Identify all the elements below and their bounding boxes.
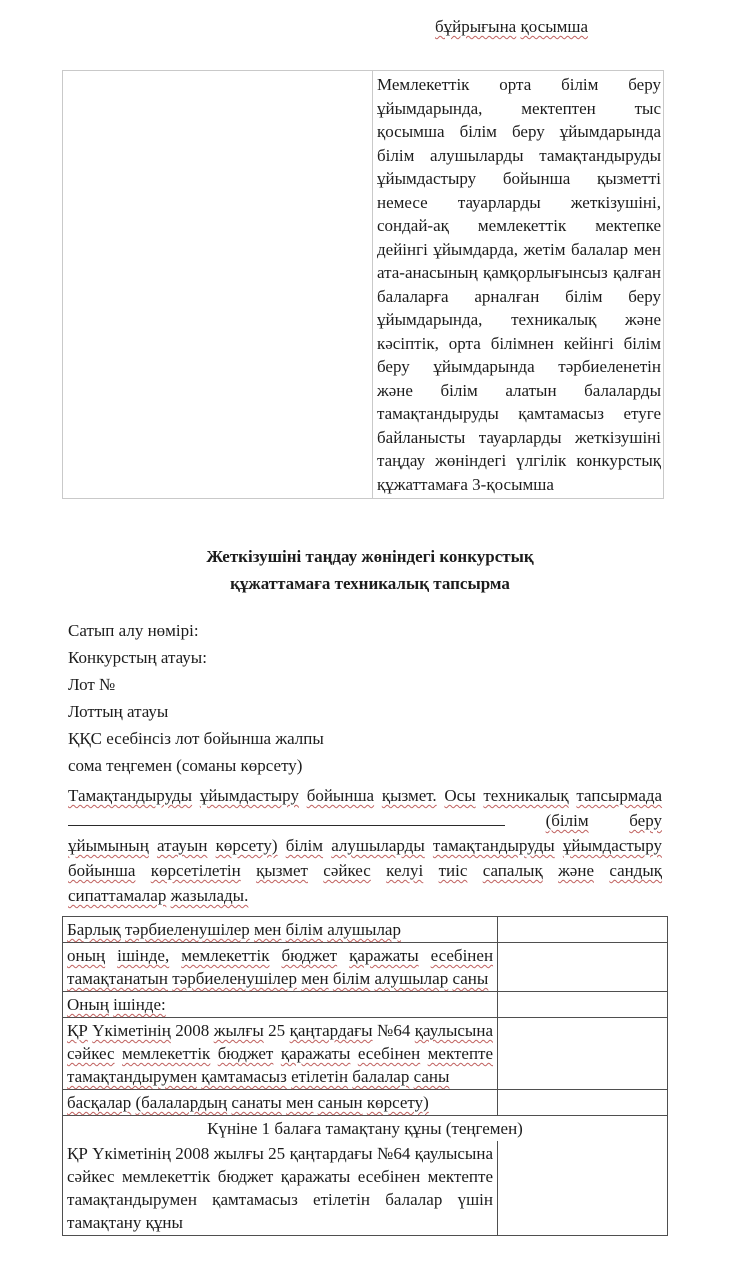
document-title (0, 543, 740, 597)
intro-paragraph-part2: (білім беру ұйымының атауын көрсету) білім алушыларды тамақтандыруды ұйымдастыру бойынша көрсетілетін қызмет сәйкес келуі тиіс сапалық және сандық сипаттамалар жазылады. (68, 811, 663, 905)
document-title-line-1: Жеткізушіні таңдау жөніндегі конкурстық (206, 547, 534, 566)
spec-value-cell (498, 1018, 668, 1090)
spec-value-cell (498, 1141, 668, 1236)
specification-table (62, 916, 668, 1236)
info-line-purchase-number: Сатып алу нөмірі: (68, 621, 199, 640)
table-row (63, 71, 664, 499)
spec-label-cell: Оның ішінде: (63, 992, 498, 1018)
table-row (63, 992, 668, 1018)
table-row-merged-header (63, 1116, 668, 1142)
info-line-tender-name: Конкурстың атауы: (68, 648, 207, 667)
info-line-lot-name: Лоттың атауы (68, 702, 169, 721)
appendix-reference-table (62, 70, 664, 499)
order-appendix-note: бұйрығына қосымша (435, 17, 589, 36)
table-row (63, 1141, 668, 1236)
spec-value-cell (498, 943, 668, 992)
daily-cost-header-cell: Күніне 1 балаға тамақтану құны (теңгемен) (63, 1116, 668, 1142)
spec-value-cell (498, 992, 668, 1018)
procurement-info-block (68, 617, 740, 779)
spec-label-cell: басқалар (балалардың санаты мен санын көрсету) (63, 1090, 498, 1116)
intro-paragraph (68, 783, 662, 908)
fill-in-blank (68, 812, 505, 826)
document-title-line-2: құжаттамаға техникалық тапсырма (230, 574, 510, 593)
appendix-reference-text: Мемлекеттік орта білім беру ұйымдарында, мектептен тыс қосымша білім беру ұйымдарында білім алушыларды тамақтандыруды ұйымдастыру бойынша қызметті немесе тауарларды жеткізушіні, сондай-ақ мемлекеттік мектепке дейінгі ұйымдарда, жетім балалар мен ата-анасының қамқорлығынсыз қалған балаларға арналған білім беру ұйымдарында, техникалық және кәсіптік, орта білімнен кейінгі білім беру ұйымдарында тәрбиеленетін және білім алатын балаларды тамақтандыруды қамтамасыз етуге байланысты тауарларды жеткізушіні таңдау жөніндегі үлгілік конкурстық құжаттамаға 3-қосымша (373, 71, 664, 499)
info-line-lot-number: Лот № (68, 675, 116, 694)
table-row (63, 1090, 668, 1116)
spec-label-cell: ҚР Үкіметінің 2008 жылғы 25 қаңтардағы №64 қаулысына сәйкес мемлекеттік бюджет қаражаты есебінен мектепте тамақтандырумен қамтамасыз етілетін балалар үшін тамақтану құны (63, 1141, 498, 1236)
table-row (63, 917, 668, 943)
intro-paragraph-part1: Тамақтандыруды ұйымдастыру бойынша қызмет. Осы техникалық тапсырмада (68, 786, 663, 805)
info-line-total-sum-2: сома теңгемен (соманы көрсету) (68, 756, 303, 775)
appendix-left-empty-cell (63, 71, 373, 499)
table-row (63, 943, 668, 992)
spec-value-cell (498, 917, 668, 943)
table-row (63, 1018, 668, 1090)
spec-label-cell: оның ішінде, мемлекеттік бюджет қаражаты есебінен тамақтанатын тәрбиеленушілер мен білім алушылар саны (63, 943, 498, 992)
spec-label-cell: ҚР Үкіметінің 2008 жылғы 25 қаңтардағы №64 қаулысына сәйкес мемлекеттік бюджет қаражаты есебінен мектепте тамақтандырумен қамтамасыз етілетін балалар саны (63, 1018, 498, 1090)
info-line-total-sum-1: ҚҚС есебінсіз лот бойынша жалпы (68, 729, 324, 748)
spec-value-cell (498, 1090, 668, 1116)
spec-label-cell: Барлық тәрбиеленушілер мен білім алушылар (63, 917, 498, 943)
